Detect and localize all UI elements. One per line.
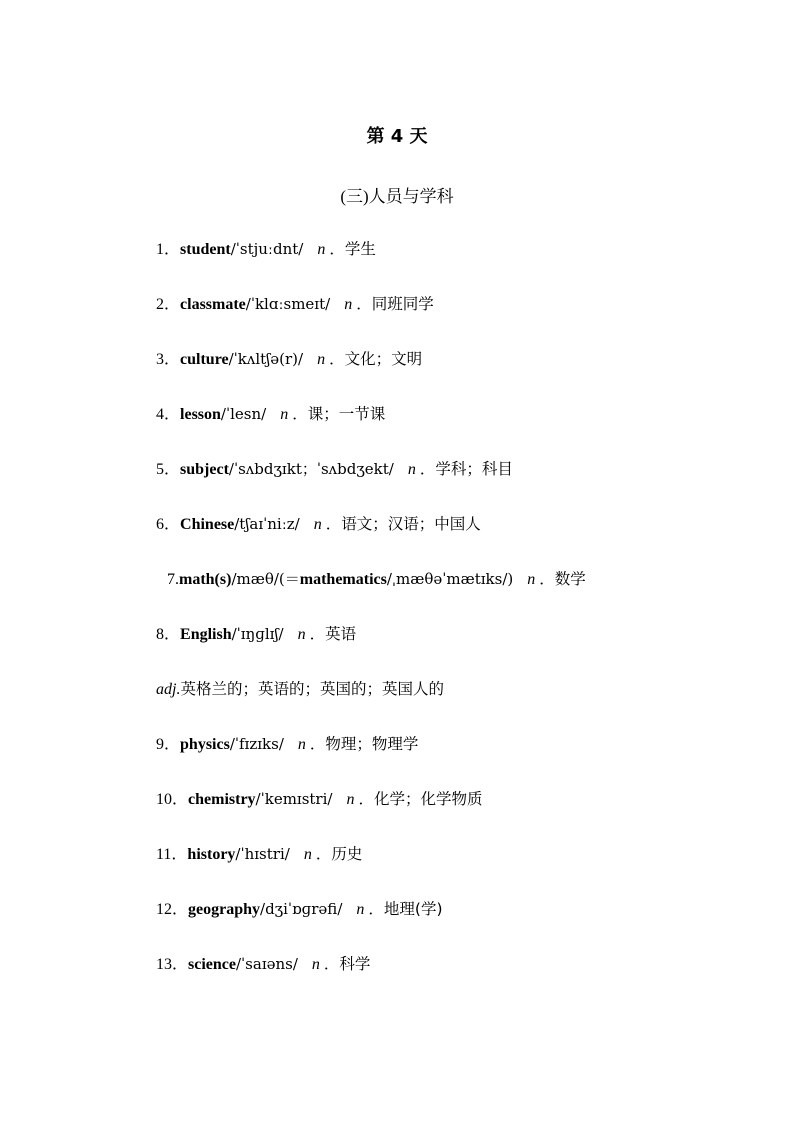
entry-word: student [180,241,231,258]
vocab-entry [156,953,370,976]
entry-phonetic: /tʃaɪˈniːz/ [234,515,300,533]
entry-meaning: 物理；物理学 [325,735,419,753]
entry-number: 6． [156,516,181,533]
entry-meaning: 课；一节课 [307,405,386,423]
vocab-entry [156,238,376,261]
entry-meaning: 英语 [325,625,357,643]
entry-adj-pos: adj. [156,681,181,698]
entry-meaning: 历史 [331,845,363,863]
entry-separator: ． [356,295,372,313]
entry-phonetic: /ˈɪŋɡlɪʃ/ [231,625,284,643]
entry-phonetic: /ˈkʌltʃə(r)/ [228,350,304,368]
entry-pos: n [297,626,306,643]
entry-phonetic: /ˈstjuːdnt/ [230,240,304,258]
entry-number: 5． [156,461,181,478]
entry-number: 11． [156,846,188,863]
entry-separator: ． [368,900,384,918]
vocab-entry [156,733,418,756]
vocab-entry [156,458,513,481]
vocab-entry [156,293,434,316]
vocab-entry [167,568,586,591]
entry-phonetic: /dʒiˈɒɡrəfi/ [260,900,343,918]
entry-word-alt: mathematics [299,571,387,588]
entry-pos: n [356,901,365,918]
entry-meaning: 地理(学) [383,900,443,918]
entry-phonetic: /ˈhɪstri/ [235,845,290,863]
entry-meaning: 学科；科目 [435,460,513,478]
entry-phonetic: /ˈsaɪəns/ [236,955,298,973]
section-subtitle: (三)人员与学科 [340,187,454,206]
vocab-entry [156,898,443,921]
entry-meaning: 数学 [554,570,586,588]
entry-adj-meaning: 英格兰的；英语的；英国的；英国人的 [180,680,444,698]
entry-number: 8． [156,626,181,643]
entry-phonetic-alt: /ˌmæθəˈmætɪks/) [386,570,514,588]
entry-separator: ． [325,515,342,533]
entry-word: history [187,846,236,863]
entry-separator: ． [329,350,345,368]
entry-word: lesson [180,406,221,423]
entry-meaning: 同班同学 [371,295,434,313]
vocab-entry [156,403,385,426]
vocab-entry [156,348,422,371]
entry-word: math(s) [179,571,232,588]
entry-meaning: 文化；文明 [344,350,423,368]
entry-separator: ． [329,240,345,258]
vocab-entry [156,843,362,866]
vocab-entry-adj [156,678,444,701]
vocab-entry [156,788,483,811]
entry-word: culture [180,351,229,368]
entry-meaning: 科学 [339,955,371,973]
entry-phonetic: /ˈlesn/ [220,405,267,423]
entry-number: 2． [156,296,181,313]
entry-word: subject [180,461,229,478]
entry-separator: ． [539,570,555,588]
entry-separator: ． [419,460,436,478]
entry-word: physics [180,736,230,753]
entry-number: 10． [156,791,189,808]
entry-word: chemistry [188,791,256,808]
entry-phonetic: /ˈklɑːsmeɪt/ [245,295,331,313]
entry-pos: n [303,846,312,863]
entry-meaning: 化学；化学物质 [373,790,483,808]
page-title: 第 4 天 [366,126,428,147]
entry-pos: n [311,956,320,973]
entry-separator: ． [358,790,374,808]
entry-number: 9． [156,736,181,753]
entry-word: science [188,956,236,973]
entry-separator: ． [292,405,308,423]
entry-number: 7. [167,571,179,588]
entry-number: 12． [156,901,189,918]
entry-word: geography [188,901,261,918]
entry-pos: n [527,571,536,588]
entry-pos: n [344,296,353,313]
entry-word: English [180,626,232,643]
entry-pos: n [407,461,416,478]
entry-phonetic: /ˈfɪzɪks/ [229,735,284,753]
entry-pos: n [313,516,322,533]
entry-pos: n [280,406,289,423]
vocab-entry [156,623,356,646]
entry-phonetic: /mæθ/(＝ [231,570,300,588]
entry-separator: ． [323,955,340,973]
entry-pos: n [317,351,326,368]
entry-separator: ． [309,625,326,643]
entry-word: classmate [180,296,246,313]
entry-pos: n [297,736,306,753]
entry-number: 4． [156,406,181,423]
entry-meaning: 学生 [344,240,376,258]
entry-pos: n [346,791,355,808]
entry-separator: ． [309,735,326,753]
entry-number: 1． [156,241,181,258]
entry-separator: ． [315,845,332,863]
entry-phonetic: /ˈsʌbdʒɪkt；ˈsʌbdʒekt/ [228,460,394,478]
entry-word: Chinese [180,516,235,533]
vocab-entry [156,513,481,536]
entry-phonetic: /ˈkemɪstri/ [255,790,333,808]
entry-pos: n [317,241,326,258]
entry-meaning: 语文；汉语；中国人 [341,515,481,533]
entry-number: 3． [156,351,181,368]
entry-number: 13． [156,956,189,973]
